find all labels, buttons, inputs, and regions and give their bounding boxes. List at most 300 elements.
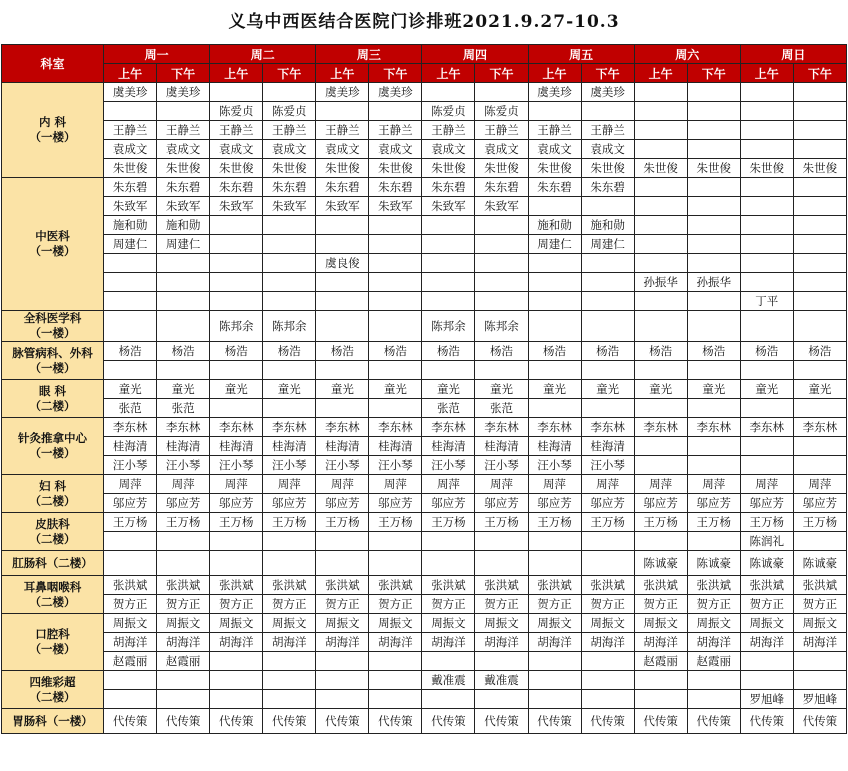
doctor-cell [581, 311, 634, 342]
doctor-cell [528, 532, 581, 551]
doctor-cell [687, 532, 740, 551]
doctor-cell [634, 254, 687, 273]
doctor-cell: 李东林 [263, 418, 316, 437]
doctor-cell [316, 652, 369, 671]
doctor-cell: 周振文 [263, 614, 316, 633]
department-name: 内 科 [39, 115, 67, 129]
doctor-cell [740, 399, 793, 418]
doctor-cell [528, 254, 581, 273]
doctor-cell: 胡海洋 [687, 633, 740, 652]
department-name: 针灸推拿中心 [18, 431, 88, 445]
doctor-cell: 赵霞丽 [104, 652, 157, 671]
doctor-cell [528, 311, 581, 342]
doctor-cell [740, 235, 793, 254]
doctor-cell [263, 235, 316, 254]
doctor-cell: 孙振华 [687, 273, 740, 292]
department-cell [2, 614, 104, 671]
department-floor: （一楼） [29, 130, 76, 144]
doctor-cell: 张洪斌 [316, 576, 369, 595]
doctor-cell: 袁成文 [157, 140, 210, 159]
doctor-cell: 张范 [475, 399, 528, 418]
department-floor: （二楼） [29, 689, 76, 704]
doctor-cell: 汪小琴 [316, 456, 369, 475]
doctor-cell [210, 292, 263, 311]
department-cell [2, 551, 104, 576]
doctor-cell: 周振文 [687, 614, 740, 633]
page-title: 义乌中西医结合医院门诊排班2021.9.27-10.3 [228, 12, 620, 32]
doctor-cell [369, 216, 422, 235]
doctor-cell: 陈邦余 [422, 311, 475, 342]
doctor-cell: 代传策 [316, 709, 369, 734]
doctor-cell [316, 671, 369, 690]
doctor-cell [422, 83, 475, 102]
doctor-cell [210, 216, 263, 235]
doctor-cell [687, 197, 740, 216]
doctor-cell: 贺方正 [740, 595, 793, 614]
doctor-cell: 邬应芳 [157, 494, 210, 513]
doctor-cell [475, 690, 528, 709]
schedule-row [2, 216, 847, 235]
doctor-cell [687, 292, 740, 311]
doctor-cell: 张洪斌 [528, 576, 581, 595]
doctor-cell: 朱致军 [369, 197, 422, 216]
doctor-cell: 王静兰 [475, 121, 528, 140]
doctor-cell [740, 197, 793, 216]
doctor-cell [740, 361, 793, 380]
doctor-cell [740, 311, 793, 342]
schedule-row [2, 273, 847, 292]
department-floor: （一楼） [29, 326, 76, 340]
doctor-cell: 汪小琴 [475, 456, 528, 475]
doctor-cell [740, 178, 793, 197]
doctor-cell [422, 532, 475, 551]
doctor-cell: 李东林 [528, 418, 581, 437]
doctor-cell [263, 216, 316, 235]
schedule-row [2, 614, 847, 633]
doctor-cell [475, 361, 528, 380]
doctor-cell [157, 361, 210, 380]
doctor-cell: 李东林 [687, 418, 740, 437]
doctor-cell [634, 311, 687, 342]
doctor-cell: 邬应芳 [422, 494, 475, 513]
doctor-cell: 李东林 [104, 418, 157, 437]
doctor-cell: 贺方正 [263, 595, 316, 614]
doctor-cell: 贺方正 [634, 595, 687, 614]
doctor-cell [528, 551, 581, 576]
department-cell [2, 475, 104, 513]
schedule-row [2, 595, 847, 614]
doctor-cell: 王万杨 [316, 513, 369, 532]
doctor-cell: 杨浩 [369, 342, 422, 361]
department-name: 眼 科 [39, 383, 67, 398]
doctor-cell: 王万杨 [210, 513, 263, 532]
doctor-cell: 周振文 [316, 614, 369, 633]
doctor-cell [793, 399, 846, 418]
doctor-cell: 周振文 [210, 614, 263, 633]
doctor-cell [793, 178, 846, 197]
doctor-cell: 张范 [422, 399, 475, 418]
doctor-cell: 邬应芳 [581, 494, 634, 513]
doctor-cell: 朱致军 [475, 197, 528, 216]
pm-header: 下午 [475, 64, 528, 83]
department-cell [2, 671, 104, 709]
doctor-cell: 周振文 [104, 614, 157, 633]
doctor-cell [263, 361, 316, 380]
doctor-cell [634, 292, 687, 311]
doctor-cell [210, 652, 263, 671]
doctor-cell: 汪小琴 [263, 456, 316, 475]
doctor-cell: 李东林 [793, 418, 846, 437]
doctor-cell: 汪小琴 [369, 456, 422, 475]
schedule-row [2, 709, 847, 734]
department-name: 耳鼻咽喉科 [23, 579, 82, 594]
doctor-cell [369, 235, 422, 254]
department-name: 脉管病科、外科 [12, 345, 93, 360]
doctor-cell: 朱东碧 [316, 178, 369, 197]
doctor-cell: 桂海清 [210, 437, 263, 456]
day-header-wed: 周三 [316, 45, 422, 64]
doctor-cell [316, 532, 369, 551]
doctor-cell: 李东林 [475, 418, 528, 437]
doctor-cell: 施和勋 [157, 216, 210, 235]
doctor-cell: 胡海洋 [581, 633, 634, 652]
doctor-cell [475, 216, 528, 235]
doctor-cell: 赵霞丽 [634, 652, 687, 671]
doctor-cell [793, 102, 846, 121]
doctor-cell: 张洪斌 [581, 576, 634, 595]
doctor-cell [687, 254, 740, 273]
doctor-cell: 陈诚豪 [687, 551, 740, 576]
doctor-cell [157, 690, 210, 709]
doctor-cell: 汪小琴 [528, 456, 581, 475]
doctor-cell [581, 273, 634, 292]
doctor-cell [793, 671, 846, 690]
doctor-cell: 陈诚豪 [740, 551, 793, 576]
doctor-cell: 戴准震 [422, 671, 475, 690]
doctor-cell: 袁成文 [210, 140, 263, 159]
doctor-cell: 周振文 [634, 614, 687, 633]
doctor-cell: 杨浩 [581, 342, 634, 361]
doctor-cell [475, 532, 528, 551]
doctor-cell [581, 102, 634, 121]
doctor-cell [263, 652, 316, 671]
doctor-cell [687, 140, 740, 159]
schedule-row [2, 254, 847, 273]
doctor-cell: 代传策 [528, 709, 581, 734]
doctor-cell: 胡海洋 [740, 633, 793, 652]
pm-header: 下午 [793, 64, 846, 83]
doctor-cell [263, 273, 316, 292]
doctor-cell: 邬应芳 [793, 494, 846, 513]
am-header: 上午 [316, 64, 369, 83]
doctor-cell [634, 83, 687, 102]
doctor-cell: 周建仁 [528, 235, 581, 254]
doctor-cell: 周萍 [634, 475, 687, 494]
doctor-cell: 桂海清 [316, 437, 369, 456]
doctor-cell [157, 311, 210, 342]
day-header-fri: 周五 [528, 45, 634, 64]
doctor-cell [369, 254, 422, 273]
doctor-cell: 周振文 [475, 614, 528, 633]
doctor-cell [687, 121, 740, 140]
doctor-cell: 汪小琴 [422, 456, 475, 475]
doctor-cell: 张洪斌 [210, 576, 263, 595]
doctor-cell: 周建仁 [581, 235, 634, 254]
doctor-cell: 邬应芳 [740, 494, 793, 513]
doctor-cell: 代传策 [369, 709, 422, 734]
doctor-cell: 虞美珍 [581, 83, 634, 102]
schedule-row [2, 418, 847, 437]
doctor-cell: 王静兰 [581, 121, 634, 140]
doctor-cell [528, 399, 581, 418]
doctor-cell: 杨浩 [740, 342, 793, 361]
doctor-cell: 贺方正 [316, 595, 369, 614]
doctor-cell: 陈爱贞 [210, 102, 263, 121]
doctor-cell: 童光 [581, 380, 634, 399]
doctor-cell [157, 273, 210, 292]
doctor-cell [581, 399, 634, 418]
doctor-cell [369, 361, 422, 380]
department-name: 口腔科 [35, 627, 70, 641]
doctor-cell: 童光 [316, 380, 369, 399]
doctor-cell [316, 235, 369, 254]
schedule-row [2, 342, 847, 361]
doctor-cell: 代传策 [157, 709, 210, 734]
doctor-cell [793, 83, 846, 102]
doctor-cell [316, 361, 369, 380]
doctor-cell: 王万杨 [422, 513, 475, 532]
doctor-cell: 汪小琴 [210, 456, 263, 475]
doctor-cell: 朱致军 [422, 197, 475, 216]
doctor-cell: 朱东碧 [104, 178, 157, 197]
doctor-cell: 张范 [104, 399, 157, 418]
doctor-cell: 王静兰 [263, 121, 316, 140]
doctor-cell: 张洪斌 [687, 576, 740, 595]
doctor-cell [528, 690, 581, 709]
doctor-cell [687, 102, 740, 121]
doctor-cell [210, 361, 263, 380]
doctor-cell [210, 254, 263, 273]
schedule-row [2, 140, 847, 159]
doctor-cell: 虞美珍 [369, 83, 422, 102]
am-header: 上午 [104, 64, 157, 83]
doctor-cell: 桂海清 [528, 437, 581, 456]
schedule-row [2, 513, 847, 532]
doctor-cell: 王万杨 [581, 513, 634, 532]
pm-header: 下午 [581, 64, 634, 83]
doctor-cell: 李东林 [581, 418, 634, 437]
doctor-cell [104, 254, 157, 273]
doctor-cell: 汪小琴 [581, 456, 634, 475]
doctor-cell: 李东林 [210, 418, 263, 437]
doctor-cell: 杨浩 [634, 342, 687, 361]
doctor-cell [475, 292, 528, 311]
doctor-cell [104, 690, 157, 709]
schedule-row [2, 633, 847, 652]
doctor-cell [793, 216, 846, 235]
schedule-row [2, 361, 847, 380]
doctor-cell [687, 83, 740, 102]
doctor-cell [157, 532, 210, 551]
doctor-cell: 邬应芳 [263, 494, 316, 513]
doctor-cell: 桂海清 [422, 437, 475, 456]
schedule-row [2, 159, 847, 178]
doctor-cell: 罗旭峰 [740, 690, 793, 709]
doctor-cell [263, 690, 316, 709]
doctor-cell [581, 652, 634, 671]
doctor-cell: 朱东碧 [263, 178, 316, 197]
doctor-cell: 张洪斌 [634, 576, 687, 595]
doctor-cell [634, 197, 687, 216]
doctor-cell [263, 551, 316, 576]
doctor-cell [422, 652, 475, 671]
doctor-cell: 李东林 [422, 418, 475, 437]
doctor-cell: 杨浩 [422, 342, 475, 361]
doctor-cell: 周萍 [157, 475, 210, 494]
day-header-tue: 周二 [210, 45, 316, 64]
doctor-cell: 胡海洋 [634, 633, 687, 652]
doctor-cell [687, 235, 740, 254]
doctor-cell [793, 361, 846, 380]
doctor-cell: 杨浩 [210, 342, 263, 361]
doctor-cell: 朱致军 [210, 197, 263, 216]
doctor-cell: 贺方正 [422, 595, 475, 614]
doctor-cell: 张洪斌 [740, 576, 793, 595]
doctor-cell: 施和勋 [528, 216, 581, 235]
doctor-cell: 杨浩 [157, 342, 210, 361]
doctor-cell: 周萍 [793, 475, 846, 494]
schedule-body [2, 83, 847, 734]
doctor-cell: 王静兰 [210, 121, 263, 140]
doctor-cell: 童光 [687, 380, 740, 399]
doctor-cell: 李东林 [316, 418, 369, 437]
doctor-cell: 贺方正 [687, 595, 740, 614]
doctor-cell: 王万杨 [104, 513, 157, 532]
doctor-cell [740, 216, 793, 235]
doctor-cell: 胡海洋 [793, 633, 846, 652]
doctor-cell: 胡海洋 [263, 633, 316, 652]
am-header: 上午 [634, 64, 687, 83]
doctor-cell: 朱世俊 [687, 159, 740, 178]
doctor-cell: 邬应芳 [210, 494, 263, 513]
doctor-cell [369, 551, 422, 576]
doctor-cell: 王万杨 [528, 513, 581, 532]
doctor-cell [581, 690, 634, 709]
department-name: 胃肠科（一楼） [12, 713, 93, 728]
doctor-cell: 王万杨 [740, 513, 793, 532]
day-header-sat: 周六 [634, 45, 740, 64]
doctor-cell [422, 361, 475, 380]
doctor-cell: 袁成文 [475, 140, 528, 159]
doctor-cell [687, 216, 740, 235]
doctor-cell: 桂海清 [581, 437, 634, 456]
schedule-row [2, 292, 847, 311]
doctor-cell: 朱世俊 [581, 159, 634, 178]
doctor-cell [263, 83, 316, 102]
doctor-cell [793, 254, 846, 273]
doctor-cell: 周萍 [422, 475, 475, 494]
doctor-cell: 桂海清 [157, 437, 210, 456]
doctor-cell: 邬应芳 [316, 494, 369, 513]
doctor-cell [210, 83, 263, 102]
doctor-cell: 李东林 [157, 418, 210, 437]
doctor-cell [740, 83, 793, 102]
doctor-cell [687, 690, 740, 709]
doctor-cell [793, 292, 846, 311]
doctor-cell: 朱东碧 [475, 178, 528, 197]
doctor-cell: 陈爱贞 [263, 102, 316, 121]
doctor-cell: 周振文 [740, 614, 793, 633]
doctor-cell: 童光 [157, 380, 210, 399]
doctor-cell [634, 532, 687, 551]
schedule-row [2, 551, 847, 576]
department-name: 全科医学科 [23, 311, 82, 325]
doctor-cell [581, 197, 634, 216]
doctor-cell [157, 292, 210, 311]
doctor-cell [210, 671, 263, 690]
department-floor: （一楼） [29, 446, 76, 460]
doctor-cell [157, 102, 210, 121]
doctor-cell: 王万杨 [687, 513, 740, 532]
doctor-cell [793, 235, 846, 254]
doctor-cell: 周萍 [687, 475, 740, 494]
department-name: 肛肠科（二楼） [12, 555, 93, 570]
doctor-cell: 施和勋 [581, 216, 634, 235]
doctor-cell [634, 437, 687, 456]
doctor-cell [634, 121, 687, 140]
schedule-row [2, 235, 847, 254]
doctor-cell: 王万杨 [263, 513, 316, 532]
doctor-cell: 陈诚豪 [793, 551, 846, 576]
doctor-cell: 朱世俊 [422, 159, 475, 178]
doctor-cell: 张洪斌 [157, 576, 210, 595]
doctor-cell [104, 361, 157, 380]
schedule-row [2, 311, 847, 342]
doctor-cell: 贺方正 [793, 595, 846, 614]
doctor-cell: 胡海洋 [316, 633, 369, 652]
doctor-cell [634, 361, 687, 380]
pm-header: 下午 [263, 64, 316, 83]
doctor-cell: 朱东碧 [210, 178, 263, 197]
doctor-cell: 周萍 [475, 475, 528, 494]
doctor-cell: 代传策 [581, 709, 634, 734]
doctor-cell [528, 361, 581, 380]
schedule-row [2, 652, 847, 671]
department-cell [2, 311, 104, 342]
doctor-cell [581, 532, 634, 551]
schedule-row [2, 475, 847, 494]
doctor-cell: 代传策 [740, 709, 793, 734]
doctor-cell [740, 102, 793, 121]
doctor-cell: 袁成文 [263, 140, 316, 159]
doctor-cell [316, 216, 369, 235]
doctor-cell: 代传策 [104, 709, 157, 734]
doctor-cell [104, 311, 157, 342]
doctor-cell: 贺方正 [210, 595, 263, 614]
doctor-cell [528, 671, 581, 690]
doctor-cell [316, 690, 369, 709]
doctor-cell: 袁成文 [581, 140, 634, 159]
doctor-cell [793, 456, 846, 475]
doctor-cell: 虞美珍 [157, 83, 210, 102]
doctor-cell: 代传策 [687, 709, 740, 734]
doctor-cell: 邬应芳 [687, 494, 740, 513]
doctor-cell: 施和勋 [104, 216, 157, 235]
doctor-cell: 贺方正 [581, 595, 634, 614]
schedule-row [2, 456, 847, 475]
doctor-cell [316, 292, 369, 311]
doctor-cell [263, 292, 316, 311]
